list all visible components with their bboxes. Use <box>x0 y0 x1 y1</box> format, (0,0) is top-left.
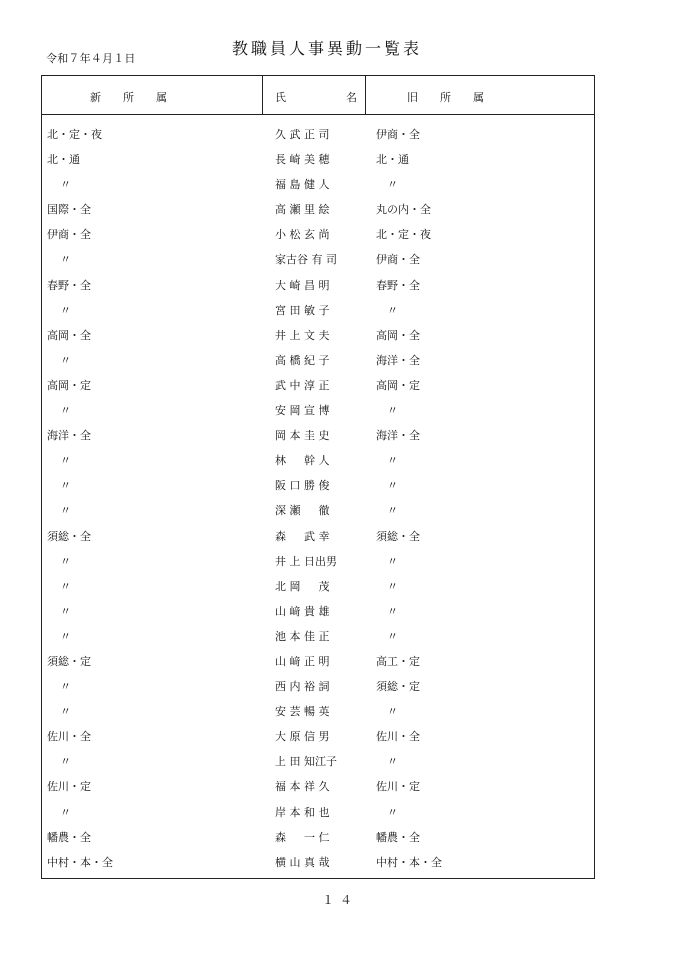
old-affiliation-cell: 高岡・定 <box>376 378 420 392</box>
old-affiliation-cell: 幡農・全 <box>376 830 420 844</box>
new-affiliation-cell: 〃 <box>60 579 71 593</box>
new-affiliation-cell: 高岡・定 <box>47 378 91 392</box>
name-cell: 横 山 真 哉 <box>275 855 330 869</box>
date-label: 令和７年４月１日 <box>46 52 136 65</box>
name-cell: 池 本 佳 正 <box>275 629 330 643</box>
old-affiliation-cell: 海洋・全 <box>376 429 420 443</box>
old-affiliation-cell: 伊商・全 <box>376 128 420 141</box>
old-affiliation-cell: 海洋・全 <box>376 353 420 367</box>
new-affiliation-cell: 〃 <box>60 554 71 568</box>
transfer-table <box>41 75 595 879</box>
new-affiliation-cell: 〃 <box>60 454 71 468</box>
table-row <box>42 674 594 699</box>
old-affiliation-cell: 〃 <box>387 178 398 192</box>
new-affiliation-cell: 〃 <box>60 604 71 618</box>
new-affiliation-cell: 中村・本・全 <box>47 855 113 869</box>
table-row <box>42 273 594 298</box>
column-divider <box>262 76 263 114</box>
new-affiliation-cell: 〃 <box>60 404 71 418</box>
old-affiliation-cell: 〃 <box>387 554 398 568</box>
name-cell: 安 芸 暢 英 <box>275 705 330 719</box>
name-cell: 安 岡 宣 博 <box>275 404 330 418</box>
old-affiliation-cell: 中村・本・全 <box>376 855 442 869</box>
table-row <box>42 599 594 624</box>
old-affiliation-cell: 〃 <box>387 705 398 719</box>
table-body <box>42 122 594 875</box>
header-new-affiliation: 新 所 属 <box>90 91 167 104</box>
new-affiliation-cell: 〃 <box>60 303 71 317</box>
table-row <box>42 348 594 373</box>
new-affiliation-cell: 国際・全 <box>47 203 91 217</box>
new-affiliation-cell: 〃 <box>60 353 71 367</box>
old-affiliation-cell: 〃 <box>387 404 398 418</box>
old-affiliation-cell: 高岡・全 <box>376 328 420 342</box>
name-cell: 井 上 文 夫 <box>275 328 330 342</box>
table-row <box>42 498 594 523</box>
table-row <box>42 147 594 172</box>
new-affiliation-cell: 須総・定 <box>47 654 91 668</box>
old-affiliation-cell: 須総・全 <box>376 529 420 543</box>
new-affiliation-cell: 〃 <box>60 629 71 643</box>
name-cell: 福 島 健 人 <box>275 178 330 192</box>
table-row <box>42 423 594 448</box>
table-header <box>42 76 594 115</box>
page-number: １４ <box>321 893 358 907</box>
table-row <box>42 800 594 825</box>
old-affiliation-cell: 北・定・夜 <box>376 228 431 242</box>
table-row <box>42 373 594 398</box>
name-cell: 長 崎 美 穂 <box>275 153 330 167</box>
table-row <box>42 724 594 749</box>
new-affiliation-cell: 北・定・夜 <box>47 128 102 141</box>
table-row <box>42 649 594 674</box>
table-row <box>42 222 594 247</box>
table-row <box>42 624 594 649</box>
new-affiliation-cell: 佐川・全 <box>47 730 91 744</box>
name-cell: 深 瀬 徹 <box>275 504 330 518</box>
name-cell: 武 中 淳 正 <box>275 378 330 392</box>
old-affiliation-cell: 丸の内・全 <box>376 203 431 217</box>
old-affiliation-cell: 春野・全 <box>376 278 420 292</box>
page-title: 教職員人事異動一覧表 <box>232 39 423 58</box>
old-affiliation-cell: 〃 <box>387 454 398 468</box>
name-cell: 家古谷 有 司 <box>275 253 337 267</box>
table-row <box>42 172 594 197</box>
name-cell: 福 本 祥 久 <box>275 780 330 794</box>
name-cell: 森 武 幸 <box>275 529 330 543</box>
table-row <box>42 473 594 498</box>
old-affiliation-cell: 須総・定 <box>376 680 420 694</box>
header-name-left: 氏 <box>275 91 286 104</box>
name-cell: 大 崎 昌 明 <box>275 278 330 292</box>
table-row <box>42 850 594 875</box>
header-name-right: 名 <box>346 91 357 104</box>
table-row <box>42 197 594 222</box>
new-affiliation-cell: 高岡・全 <box>47 328 91 342</box>
new-affiliation-cell: 佐川・定 <box>47 780 91 794</box>
new-affiliation-cell: 北・通 <box>47 153 80 167</box>
old-affiliation-cell: 〃 <box>387 579 398 593</box>
table-row <box>42 398 594 423</box>
name-cell: 小 松 玄 尚 <box>275 228 330 242</box>
table-row <box>42 247 594 272</box>
old-affiliation-cell: 佐川・定 <box>376 780 420 794</box>
name-cell: 西 内 裕 詞 <box>275 680 330 694</box>
name-cell: 大 原 信 男 <box>275 730 330 744</box>
old-affiliation-cell: 高工・定 <box>376 654 420 668</box>
new-affiliation-cell: 伊商・全 <box>47 228 91 242</box>
new-affiliation-cell: 〃 <box>60 755 71 769</box>
name-cell: 岡 本 圭 史 <box>275 429 330 443</box>
new-affiliation-cell: 須総・全 <box>47 529 91 543</box>
name-cell: 森 一 仁 <box>275 830 330 844</box>
table-row <box>42 323 594 348</box>
new-affiliation-cell: 〃 <box>60 479 71 493</box>
new-affiliation-cell: 〃 <box>60 705 71 719</box>
name-cell: 高 橋 紀 子 <box>275 353 330 367</box>
name-cell: 宮 田 敏 子 <box>275 303 330 317</box>
old-affiliation-cell: 佐川・全 <box>376 730 420 744</box>
table-row <box>42 574 594 599</box>
new-affiliation-cell: 〃 <box>60 178 71 192</box>
table-row <box>42 448 594 473</box>
table-row <box>42 298 594 323</box>
old-affiliation-cell: 北・通 <box>376 153 409 167</box>
old-affiliation-cell: 〃 <box>387 303 398 317</box>
name-cell: 久 武 正 司 <box>275 128 330 141</box>
new-affiliation-cell: 〃 <box>60 253 71 267</box>
new-affiliation-cell: 海洋・全 <box>47 429 91 443</box>
old-affiliation-cell: 〃 <box>387 755 398 769</box>
old-affiliation-cell: 〃 <box>387 504 398 518</box>
table-row <box>42 549 594 574</box>
new-affiliation-cell: 幡農・全 <box>47 830 91 844</box>
name-cell: 山 﨑 貴 雄 <box>275 604 330 618</box>
table-row <box>42 774 594 799</box>
column-divider <box>365 76 366 114</box>
header-old-affiliation: 旧 所 属 <box>407 91 484 104</box>
name-cell: 阪 口 勝 俊 <box>275 479 330 493</box>
name-cell: 山 﨑 正 明 <box>275 654 330 668</box>
name-cell: 岸 本 和 也 <box>275 805 330 819</box>
table-row <box>42 749 594 774</box>
old-affiliation-cell: 〃 <box>387 629 398 643</box>
old-affiliation-cell: 〃 <box>387 805 398 819</box>
new-affiliation-cell: 春野・全 <box>47 278 91 292</box>
new-affiliation-cell: 〃 <box>60 504 71 518</box>
old-affiliation-cell: 〃 <box>387 479 398 493</box>
name-cell: 上 田 知江子 <box>275 755 337 769</box>
new-affiliation-cell: 〃 <box>60 805 71 819</box>
old-affiliation-cell: 〃 <box>387 604 398 618</box>
table-row <box>42 699 594 724</box>
name-cell: 高 瀬 里 絵 <box>275 203 330 217</box>
name-cell: 井 上 日出男 <box>275 554 337 568</box>
table-row <box>42 524 594 549</box>
table-row <box>42 825 594 850</box>
name-cell: 林 幹 人 <box>275 454 330 468</box>
old-affiliation-cell: 伊商・全 <box>376 253 420 267</box>
new-affiliation-cell: 〃 <box>60 680 71 694</box>
name-cell: 北 岡 茂 <box>275 579 330 593</box>
table-row <box>42 122 594 147</box>
